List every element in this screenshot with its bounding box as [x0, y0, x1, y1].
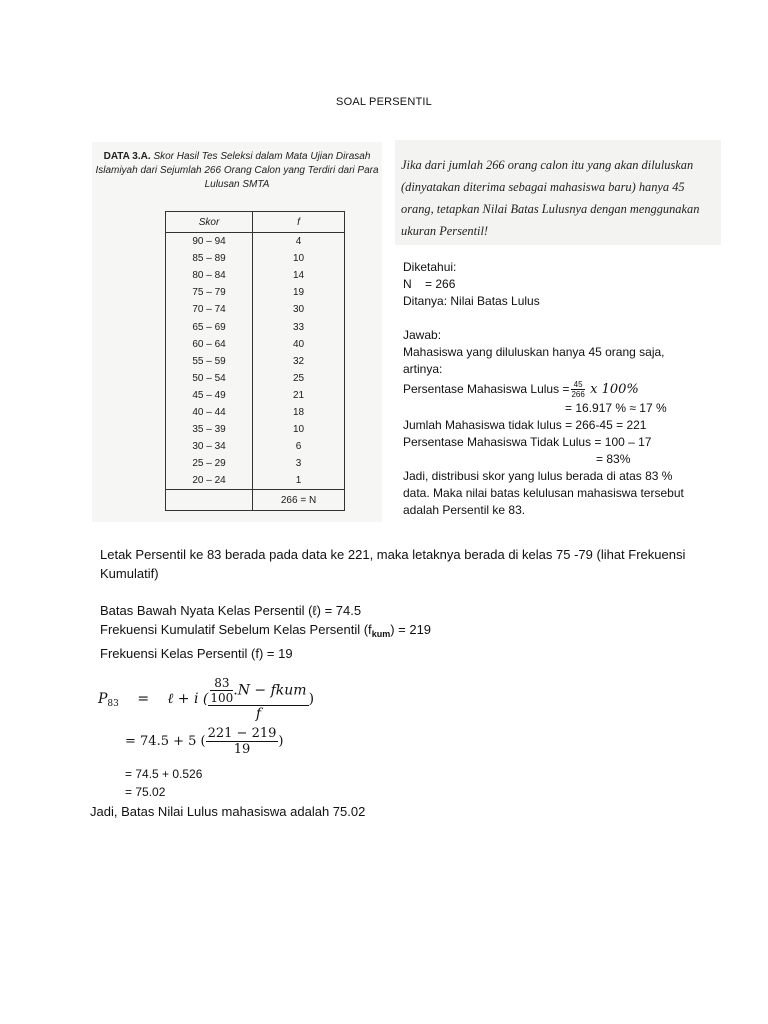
row-f: 32 [253, 353, 345, 370]
table-row [166, 233, 345, 251]
total-empty [166, 490, 253, 511]
table-row [166, 370, 345, 387]
formula-step3: = 75.02 [125, 785, 166, 799]
table-row [166, 472, 345, 490]
formula-close: ) [308, 691, 315, 707]
row-f: 25 [253, 370, 345, 387]
pct-pass-fraction [571, 380, 584, 399]
step1-pre: = 74.5 + 5 ( [125, 734, 206, 749]
scanned-table-image [92, 142, 382, 522]
formula-lhs-sub: 83 [107, 699, 119, 709]
conclusion-text: Jadi, distribusi skor yang lulus berada di atas 83 % data. Maka nilai batas kelulusan mahasiswa tersebut adalah Persentil ke 83. [403, 469, 684, 517]
header-f: f [253, 212, 345, 233]
row-f: 14 [253, 267, 345, 284]
table-caption [92, 150, 382, 192]
row-f: 10 [253, 421, 345, 438]
row-f: 18 [253, 404, 345, 421]
header-skor: Skor [166, 212, 253, 233]
fkum-subscript: kum [371, 629, 391, 639]
answer-line1: Mahasiswa yang diluluskan hanya 45 orang saja, artinya: [403, 345, 665, 376]
formula-step2: = 74.5 + 0.526 [125, 767, 203, 781]
freq-line: Frekuensi Kelas Persentil (f) = 19 [100, 646, 293, 661]
row-f: 4 [253, 233, 345, 251]
pct-pass-result: = 16.917 % ≈ 17 % [565, 401, 667, 415]
table-row [166, 404, 345, 421]
fkum-value: ) = 219 [390, 622, 432, 637]
table-row [166, 318, 345, 335]
answer-label: Jawab: [403, 328, 442, 342]
row-f: 33 [253, 318, 345, 335]
table-row [166, 336, 345, 353]
solution-column [403, 259, 693, 519]
table-row [166, 267, 345, 284]
formula-inner-den: 100 [210, 691, 234, 705]
table-row [166, 284, 345, 301]
pct-pass-den: 266 [571, 390, 585, 400]
step1-num: 221 − 219 [207, 726, 277, 741]
not-pass-count: Jumlah Mahasiswa tidak lulus = 266-45 = 221 [403, 418, 647, 432]
row-skor: 20 – 24 [166, 472, 253, 490]
row-f: 6 [253, 438, 345, 455]
pct-pass-tail: x 100% [590, 382, 639, 397]
page-title: SOAL PERSENTIL [336, 96, 432, 108]
table-row [166, 301, 345, 318]
row-skor: 85 – 89 [166, 250, 253, 267]
row-skor: 70 – 74 [166, 301, 253, 318]
table-row [166, 421, 345, 438]
formula-inner-num: 83 [210, 676, 233, 691]
table-row [166, 387, 345, 404]
table-row [166, 353, 345, 370]
row-f: 1 [253, 472, 345, 490]
scanned-question-image [395, 140, 721, 245]
step1-fraction [206, 726, 279, 757]
row-skor: 75 – 79 [166, 284, 253, 301]
pct-fail-line: Persentase Mahasiswa Tidak Lulus = 100 – 17 [403, 435, 652, 449]
frequency-table [165, 211, 345, 511]
values-block [100, 601, 700, 663]
formula-outer-den: f [255, 706, 262, 722]
pct-fail-result: = 83% [596, 452, 631, 466]
formula-outer-num-tail: .N − fkum [233, 682, 307, 699]
table-caption-text: Skor Hasil Tes Seleksi dalam Mata Ujian Dirasah Islamiyah dari Sejumlah 266 Orang Calon yang Terdiri dari Para Lulusan SMTA [95, 151, 379, 190]
row-skor: 90 – 94 [166, 233, 253, 251]
row-f: 3 [253, 455, 345, 472]
row-f: 40 [253, 336, 345, 353]
pct-pass-num: 45 [571, 380, 584, 390]
row-skor: 25 – 29 [166, 455, 253, 472]
row-f: 10 [253, 250, 345, 267]
row-skor: 45 – 49 [166, 387, 253, 404]
row-skor: 35 – 39 [166, 421, 253, 438]
formula-rhs-pre: ℓ + i ( [167, 691, 209, 707]
row-skor: 65 – 69 [166, 318, 253, 335]
step1-den: 19 [233, 742, 251, 757]
row-skor: 55 – 59 [166, 353, 253, 370]
formula-inner-fraction [210, 676, 233, 705]
lower-bound-line: Batas Bawah Nyata Kelas Persentil (ℓ) = 74.5 [100, 603, 362, 618]
table-total-row [166, 490, 345, 511]
row-skor: 30 – 34 [166, 438, 253, 455]
final-answer: Jadi, Batas Nilai Lulus mahasiswa adalah 75.02 [90, 804, 366, 819]
pct-pass-label: Persentase Mahasiswa Lulus = [403, 382, 570, 396]
row-f: 19 [253, 284, 345, 301]
known-label: Diketahui: [403, 260, 457, 274]
row-skor: 50 – 54 [166, 370, 253, 387]
formula-outer-fraction [208, 676, 308, 722]
row-f: 30 [253, 301, 345, 318]
table-row [166, 250, 345, 267]
row-skor: 40 – 44 [166, 404, 253, 421]
table-row [166, 455, 345, 472]
formula-lhs: P [98, 691, 108, 707]
location-text: Letak Persentil ke 83 berada pada data ke 221, maka letaknya berada di kelas 75 -79 (lihat Frekuensi Kumulatif) [100, 547, 686, 581]
pct-pass-line [403, 378, 693, 400]
percentile-formula [98, 676, 314, 722]
formula-step1 [125, 726, 283, 757]
formula-eq: = [137, 691, 150, 707]
fkum-line [100, 620, 700, 644]
row-f: 21 [253, 387, 345, 404]
step1-close: ) [278, 734, 284, 749]
row-skor: 60 – 64 [166, 336, 253, 353]
known-n: N = 266 [403, 277, 456, 291]
total-value: 266 = N [253, 490, 345, 511]
table-row [166, 438, 345, 455]
table-caption-label: DATA 3.A. [103, 151, 151, 162]
fkum-text: Frekuensi Kumulatif Sebelum Kelas Persentil (f [100, 622, 372, 637]
row-skor: 80 – 84 [166, 267, 253, 284]
question-text: Jika dari jumlah 266 orang calon itu yang akan diluluskan (dinyatakan diterima sebagai mahasiswa baru) hanya 45 orang, tetapkan Nilai Batas Lulusnya dengan menggunakan ukuran Persentil! [401, 158, 700, 238]
asked-line: Ditanya: Nilai Batas Lulus [403, 294, 540, 308]
